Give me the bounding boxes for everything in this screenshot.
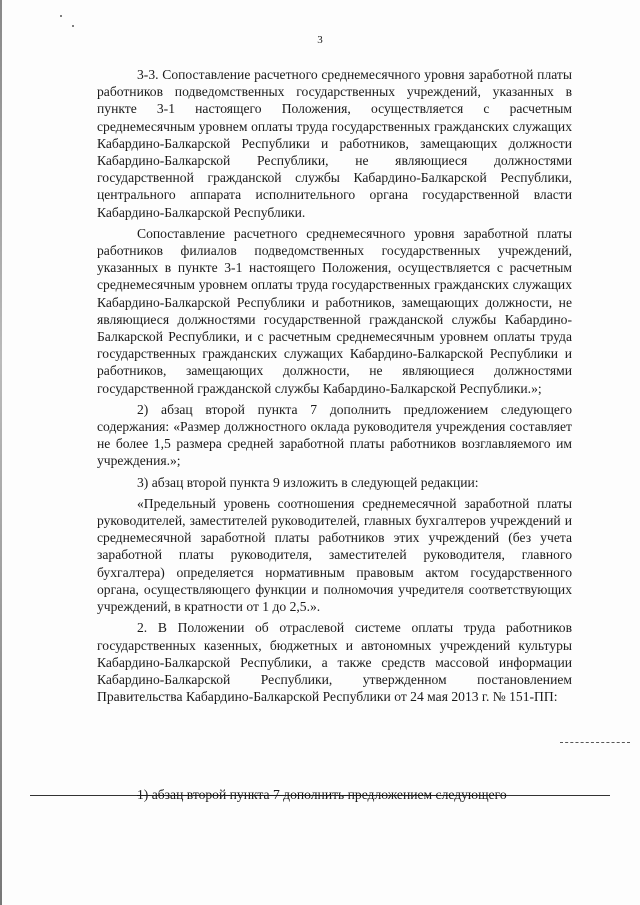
paragraph-3-3: 3-3. Сопоставление расчетного среднемесячного уровня заработной платы работников подведомственных государственных учреждений, указанных в пункте 3-1 настоящего Положения, осуществляется с расчетным среднемесячным уровнем оплаты труда государственных гражданских служащих Кабардино-Балкарской Республики и работников, замещающих должности Кабардино-Балкарской Республики, не являющиеся должностями государственной гражданской службы Кабардино-Балкарской Республики, центрального аппарата исполнительного органа государственной власти Кабардино-Балкарской Республики. bbox=[97, 67, 572, 220]
struck-line-item-1: 1) абзац второй пункта 7 дополнить предложением следующего bbox=[137, 787, 507, 802]
scan-edge-shadow bbox=[0, 0, 2, 905]
page-number: 3 bbox=[317, 34, 323, 46]
paragraph-branches-comparison: Сопоставление расчетного среднемесячного уровня заработной платы работников филиалов подведомственных государственных учреждений, указанных в пункте 3-1 настоящего Положения, осуществляется с расчетным среднемесячным уровнем оплаты труда государственных гражданских служащих Кабардино-Балкарской Республики и работников, замещающих должности, не являющиеся должностями государственной гражданской службы Кабардино-Балкарской Республики, и с расчетным среднемесячным уровнем оплаты труда государственных гражданских служащих Кабардино-Балкарской Республики и работников, замещающих должности, не являющиеся должностями государственной гражданской службы Кабардино-Балкарской Республики.»; bbox=[97, 225, 572, 396]
scan-dash-artifact bbox=[560, 742, 630, 743]
scan-speck bbox=[60, 15, 62, 17]
paragraph-item-2: 2) абзац второй пункта 7 дополнить предложением следующего содержания: «Размер должностного оклада руководителя учреждения составляет не более 1,5 размера средней заработной платы работников возглавляемого им учреждения.»; bbox=[97, 401, 572, 469]
paragraph-quote-limit: «Предельный уровень соотношения среднемесячной заработной платы руководителей, заместителей руководителей, главных бухгалтеров учреждений и среднемесячной заработной платы работников этих учреждений (без учета заработной платы руководителя, заместителей руководителя, главного бухгалтера) определяется нормативным правовым актом государственного органа, осуществляющего функции и полномочия учредителя соответствующих учреждений, в кратности от 1 до 2,5.». bbox=[97, 495, 572, 615]
paragraph-section-2: 2. В Положении об отраслевой системе оплаты труда работников государственных казенных, бюджетных и автономных учреждений культуры Кабардино-Балкарской Республики, а также средств массовой информации Кабардино-Балкарской Республики, утвержденном постановлением Правительства Кабардино-Балкарской Республики от 24 мая 2013 г. № 151-ПП: bbox=[97, 620, 572, 705]
scan-speck bbox=[72, 25, 74, 27]
document-body bbox=[97, 66, 572, 709]
paragraph-item-3: 3) абзац второй пункта 9 изложить в следующей редакции: bbox=[137, 474, 479, 490]
